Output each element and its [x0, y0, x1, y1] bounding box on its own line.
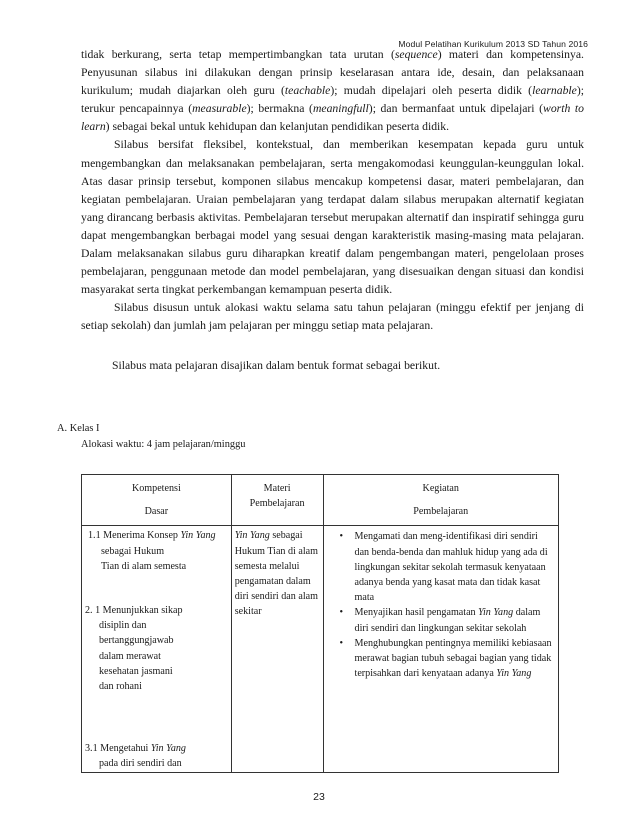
- text-span: sebagai Hukum Tian di alam semesta melalui pengamatan dalam diri sendiri dan alam sekitar: [234, 530, 318, 618]
- text-span: disiplin dan: [99, 620, 147, 632]
- italic-term: Yin Yang: [234, 530, 270, 542]
- silabus-table: [81, 474, 559, 773]
- italic-term: worth to learn: [81, 102, 585, 134]
- table-header-row: [82, 475, 559, 526]
- running-header: Modul Pelatihan Kurikulum 2013 SD Tahun 2016: [398, 39, 588, 49]
- text-span: dalam merawat: [99, 650, 161, 662]
- italic-term: Yin: [180, 530, 194, 542]
- list-item: [355, 529, 553, 605]
- text-span: pada diri sendiri dan: [99, 758, 182, 770]
- kegiatan-list: [325, 527, 557, 681]
- kd-2-1: [85, 603, 227, 694]
- italic-term: Yin Yang: [150, 743, 186, 755]
- text-span: ); terukur pencapainnya (: [81, 84, 585, 116]
- list-item: [355, 636, 553, 682]
- section-heading: A. Kelas I: [57, 423, 100, 434]
- list-item: [355, 605, 553, 635]
- text-span: ); bermakna (: [246, 102, 313, 116]
- italic-term: Yin Yang: [478, 607, 514, 619]
- text-span: 2. 1 Menunjukkan sikap: [85, 605, 183, 617]
- kd-1-1: [85, 528, 227, 574]
- text-span: bertanggungjawab: [99, 635, 174, 647]
- text-span: 3.1 Mengetahui: [85, 743, 151, 755]
- text-span: ) sebagai bekal untuk kehidupan dan kelanjutan pendidikan peserta didik.: [105, 120, 450, 134]
- paragraph-3: Silabus disusun untuk alokasi waktu selama satu tahun pelajaran (minggu efektif per jenjang di setiap sekolah) dan jumlah jam pelajaran per minggu setiap mata pelajaran.: [81, 301, 584, 333]
- kompetensi-cell: [82, 526, 232, 772]
- italic-term: measurable: [192, 102, 247, 116]
- header-line: Pembelajaran: [413, 506, 469, 518]
- header-kegiatan: [323, 475, 558, 526]
- text-span: Mengamati dan meng-identifikasi diri sendiri dan benda-benda dan mahluk hidup yang ada di lingkungan sekitar sekolah termasuk kenyataan adanya benda yang kasat mata dan tidak kasat mata: [354, 531, 548, 604]
- header-kompetensi: [82, 475, 232, 526]
- text-span: 1.1 Menerima Konsep: [88, 530, 181, 542]
- text-span: Menyajikan hasil pengamatan: [354, 607, 479, 619]
- text-span: dalam diri sendiri dan lingkungan sekitar sekolah: [354, 607, 541, 634]
- header-line: Dasar: [144, 506, 169, 518]
- text-span: Tian di alam semesta: [101, 560, 187, 572]
- page-number: 23: [313, 791, 325, 803]
- text-span: ) materi dan kompetensinya. Penyusunan silabus ini dilakukan dengan prinsip keselarasan antara ide, desain, dan pelaksanaan kurikulum; mudah diajarkan oleh guru (: [81, 48, 584, 98]
- italic-term: learnable: [532, 84, 577, 98]
- italic-term: sequence: [394, 48, 438, 61]
- text-span: dan rohani: [99, 681, 142, 693]
- paragraph-2: Silabus bersifat fleksibel, kontekstual, dan memberikan kesempatan kepada guru untuk mengembangkan dan melaksanakan pembelajaran, serta mengakomodasi keunggulan-keunggulan lokal. Atas dasar prinsip tersebut, komponen silabus mencakup kompetensi dasar, materi pembelajaran, dan kegiatan pembelajaran. Uraian pembelajaran yang terdapat dalam silabus merupakan alternatif kegiatan yang dirancang berbasis aktivitas. Pembelajaran tersebut merupakan alternatif dan inspiratif sehingga guru dapat mengembangkan berbagai model yang sesuai dengan karakteristik masing-masing mata pelajaran. Dalam melaksanakan silabus guru diharapkan kreatif dalam pengembangan materi, pengelolaan proses pembelajaran, penggunaan metode dan model pembelajaran, yang disesuaikan dengan situasi dan kondisi masyarakat serta tingkat perkembangan kemampuan peserta didik.: [81, 138, 584, 297]
- header-line: Pembelajaran: [249, 498, 305, 510]
- text-span: tidak berkurang, serta tetap mempertimbangkan tata urutan (: [81, 48, 395, 61]
- header-line: Kegiatan: [422, 483, 459, 494]
- text-span: ); mudah dipelajari oleh peserta didik (: [330, 84, 533, 98]
- body-text: [81, 46, 584, 336]
- italic-term: teachable: [284, 84, 331, 98]
- italic-term: meaningfull: [312, 102, 369, 116]
- text-span: kesehatan jasmani: [99, 665, 173, 677]
- section-kelas: [57, 421, 245, 453]
- paragraph-4: Silabus mata pelajaran disajikan dalam bentuk format sebagai berikut.: [112, 359, 441, 372]
- table-row: [82, 526, 559, 772]
- header-line: Materi: [263, 483, 291, 494]
- text-span: ); dan bermanfaat untuk dipelajari (: [368, 102, 544, 116]
- text-span: Menghubungkan pentingnya memiliki kebiasaan merawat bagian tubuh sebagai bagian yang tidak terpisahkan dari kenyataan adanya: [354, 637, 552, 680]
- kegiatan-cell: [323, 526, 558, 772]
- italic-term: Yang: [195, 530, 216, 542]
- header-line: Kompetensi: [131, 483, 181, 494]
- materi-cell: [231, 526, 323, 772]
- italic-term: Yin Yang: [496, 668, 532, 680]
- alokasi-waktu: Alokasi waktu: 4 jam pelajaran/minggu: [81, 439, 246, 450]
- header-materi: [231, 475, 323, 526]
- paragraph-1: [81, 46, 584, 136]
- text-span: sebagai Hukum: [101, 545, 165, 557]
- kd-3-1: [85, 741, 227, 771]
